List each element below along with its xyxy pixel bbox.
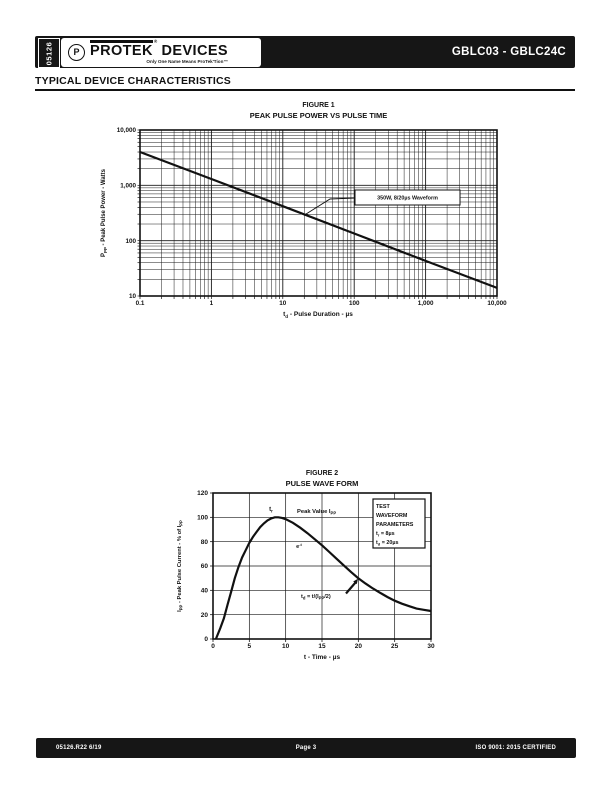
f1-x-tick-label: 0.1 (135, 300, 145, 307)
brand-wordmark (90, 40, 228, 65)
figure2-peak-value-annotation: Peak Value $I_{PP}$ (297, 509, 337, 516)
section-title: TYPICAL DEVICE CHARACTERISTICS (35, 75, 231, 87)
f1-x-tick-label: 1 (209, 300, 214, 307)
figure1-chart (88, 118, 520, 330)
test-box-line2: WAVEFORM (376, 513, 408, 519)
part-range-label: GBLC03 - GBLC24C (451, 46, 566, 58)
test-box-line3: PARAMETERS (376, 522, 414, 528)
brand-wordmark-row (90, 40, 228, 59)
test-box-tr-value: $t_r = 8\mu s$ (376, 531, 395, 538)
footer-page-number: Page 3 (295, 745, 317, 751)
test-box-line1: TEST (376, 504, 390, 510)
f2-x-tick-label: 10 (282, 643, 290, 650)
f1-x-tick-label: 10 (279, 300, 287, 307)
f1-x-tick-label: 10,000 (487, 300, 507, 307)
doc-code-box (38, 38, 60, 68)
figure1-callout-label: 350W, 8/20µs Waveform (377, 195, 438, 202)
figure2-subtitle: PULSE WAVE FORM (285, 479, 359, 488)
f1-x-tick-label: 100 (348, 300, 360, 307)
figure2-rise-time-annotation: $t_r$ (269, 507, 273, 514)
wordmark-devices: DEVICES (161, 42, 229, 59)
peak-pulse-power-curve (140, 152, 497, 288)
f1-y-tick-label: 100 (125, 237, 136, 245)
figure2-exp-decay-annotation: $e^{-t}$ (296, 542, 302, 550)
f2-y-tick-label: 0 (204, 636, 208, 644)
brand-logo (61, 38, 261, 67)
f2-y-tick-label: 20 (200, 611, 208, 619)
footer-certification: ISO 9001: 2015 CERTIFIED (475, 745, 557, 751)
wordmark-protek: PROTEK (90, 40, 153, 59)
f2-x-tick-label: 20 (354, 643, 362, 650)
figure2-duration-formula-annotation: $t_d = t/(I_{PP}/2)$ (301, 594, 331, 601)
f1-x-tick-label: 1,000 (417, 300, 434, 307)
registered-mark: ® (153, 38, 158, 44)
figure1-subtitle: PEAK PULSE POWER VS PULSE TIME (249, 111, 388, 120)
f2-x-tick-label: 0 (211, 643, 215, 650)
figure1-y-axis-label: $P_{PP}$ - Peak Pulse Power - Watts (101, 168, 108, 258)
annotation-arrow-line (346, 583, 356, 594)
figure1-title: FIGURE 1 (302, 102, 335, 109)
f1-y-tick-label: 10 (128, 293, 136, 301)
section-rule (35, 89, 575, 91)
figure2-y-axis-label: $I_{PP}$ - Peak Pulse Current - % of $I_{PP}$ (177, 520, 184, 612)
f2-y-tick-label: 60 (200, 563, 208, 571)
f2-x-tick-label: 15 (318, 643, 326, 650)
figure2-title: FIGURE 2 (305, 470, 339, 477)
figure1-gridlines (138, 130, 498, 299)
figure2-x-axis-label: t - Time - µs (303, 654, 341, 661)
f2-x-tick-label: 30 (427, 643, 435, 650)
f2-y-tick-label: 120 (197, 490, 208, 498)
footer-bar (36, 738, 576, 758)
protek-monogram-icon: P (68, 44, 85, 61)
f2-x-tick-label: 5 (247, 643, 252, 650)
test-box-td-value: $t_d = 20\mu s$ (376, 540, 399, 547)
f2-x-tick-label: 25 (391, 643, 399, 650)
footer-doc-revision: 05126.R22 6/19 (56, 745, 102, 751)
header-bar (35, 36, 575, 68)
figure2-chart (168, 478, 448, 668)
f1-y-tick-label: 1,000 (120, 182, 136, 190)
brand-tagline: Only One Name Means ProTek'Tion™ (146, 59, 229, 65)
f2-y-tick-label: 80 (200, 538, 208, 546)
f2-y-tick-label: 100 (197, 514, 208, 522)
figure1-curve-group (140, 152, 497, 288)
f1-y-tick-label: 10,000 (116, 127, 136, 135)
figure1-x-axis-label: $t_d$ - Pulse Duration - µs (283, 311, 353, 319)
figure1-plot-frame (140, 130, 497, 296)
f2-y-tick-label: 40 (200, 587, 208, 595)
doc-code-text: 05126 (44, 41, 54, 65)
